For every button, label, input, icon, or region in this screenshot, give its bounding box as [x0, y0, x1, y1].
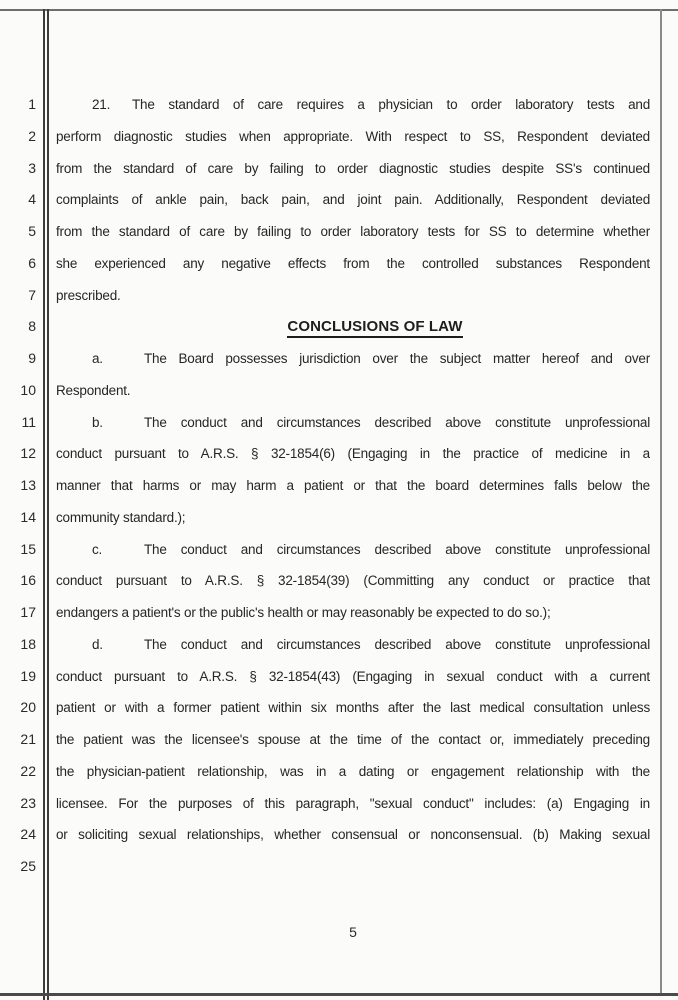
- document-line: [56, 375, 650, 407]
- line-text: endangers a patient's or the public's health or may reasonably be expected to do so.);: [56, 605, 551, 620]
- line-text: The conduct and circumstances described above constitute unprofessional: [144, 414, 650, 430]
- document-line: [56, 597, 650, 629]
- document-line: [56, 534, 650, 566]
- document-line: [56, 724, 650, 756]
- line-text: patient or with a former patient within six months after the last medical consultation unless: [56, 700, 650, 716]
- line-text: the patient was the licensee's spouse at the time of the contact or, immediately preceding: [56, 732, 650, 747]
- line-text: complaints of ankle pain, back pain, and joint pain. Additionally, Respondent deviated: [56, 192, 650, 208]
- left-margin-double-rule: [43, 9, 49, 1000]
- line-number: 8: [28, 318, 36, 335]
- line-number: 6: [28, 254, 36, 271]
- line-text: The conduct and circumstances described above constitute unprofessional: [144, 636, 650, 652]
- document-line: [56, 89, 650, 121]
- paragraph-marker: c.: [92, 541, 103, 557]
- bottom-horizontal-rule: [0, 993, 678, 996]
- document-line: [56, 153, 650, 185]
- top-horizontal-rule: [0, 9, 678, 11]
- line-text: Respondent.: [56, 382, 131, 398]
- line-number: 16: [20, 572, 36, 589]
- document-line: [56, 788, 650, 820]
- line-number: 2: [28, 127, 36, 144]
- document-line: [56, 502, 650, 534]
- document-line: [56, 216, 650, 248]
- document-line: [56, 565, 650, 597]
- line-number: 17: [20, 604, 36, 620]
- line-text: prescribed.: [56, 287, 121, 303]
- line-text: community standard.);: [56, 509, 186, 525]
- line-number: 7: [28, 286, 36, 303]
- line-text: licensee. For the purposes of this paragraph, "sexual conduct" includes: (a) Engaging in: [56, 795, 650, 811]
- document-line: [56, 121, 650, 153]
- document-line: [56, 248, 650, 280]
- document-line: [56, 661, 650, 693]
- line-number: 1: [28, 96, 36, 112]
- page-number: 5: [349, 924, 357, 940]
- document-line: [56, 819, 650, 851]
- line-text: she experienced any negative effects from the controlled substances Respondent: [56, 255, 650, 271]
- line-number: 14: [20, 508, 36, 525]
- line-number: 21: [20, 731, 36, 747]
- line-number: 5: [28, 223, 36, 239]
- paragraph-marker: d.: [92, 636, 103, 652]
- document-line: [56, 343, 650, 375]
- section-heading: CONCLUSIONS OF LAW: [287, 318, 462, 337]
- line-number: 22: [20, 762, 36, 779]
- right-margin-rule: [660, 9, 662, 995]
- line-text: The standard of care requires a physician to order laboratory tests and: [132, 97, 650, 112]
- line-number: 23: [20, 794, 36, 811]
- text-column: [56, 89, 650, 883]
- line-number: 19: [20, 667, 36, 684]
- document-line: [56, 470, 650, 502]
- paragraph-marker: 21.: [92, 97, 111, 112]
- line-text: or soliciting sexual relationships, whether consensual or nonconsensual. (b) Making sexual: [56, 827, 650, 843]
- line-number: 15: [20, 540, 36, 557]
- line-number: 20: [20, 699, 36, 716]
- line-text: from the standard of care by failing to order laboratory tests for SS to determine whether: [56, 224, 650, 239]
- line-text: conduct pursuant to A.R.S. § 32-1854(39) (Committing any conduct or practice that: [56, 573, 650, 589]
- line-text: manner that harms or may harm a patient or that the board determines falls below the: [56, 478, 650, 493]
- line-number-column: [0, 89, 36, 883]
- line-number: 10: [20, 381, 36, 398]
- line-text: perform diagnostic studies when appropriate. With respect to SS, Respondent deviated: [56, 128, 650, 144]
- document-line: [56, 407, 650, 439]
- line-text: The Board possesses jurisdiction over the subject matter hereof and over: [144, 351, 650, 366]
- line-number: 13: [20, 477, 36, 493]
- line-text: the physician-patient relationship, was in a dating or engagement relationship with the: [56, 763, 650, 779]
- document-line: [56, 629, 650, 661]
- line-number: 18: [20, 635, 36, 652]
- line-number: 25: [20, 858, 36, 874]
- document-line: [56, 438, 650, 470]
- paragraph-marker: b.: [92, 414, 103, 430]
- line-number: 24: [20, 826, 36, 843]
- line-number: 4: [28, 191, 36, 208]
- document-line: [56, 692, 650, 724]
- line-number: 3: [28, 159, 36, 176]
- document-line: [56, 851, 650, 883]
- document-line: [56, 756, 650, 788]
- line-text: The conduct and circumstances described above constitute unprofessional: [144, 541, 650, 557]
- section-heading-line: [56, 311, 650, 343]
- line-text: from the standard of care by failing to order diagnostic studies despite SS's continued: [56, 160, 650, 176]
- paragraph-marker: a.: [92, 351, 103, 366]
- document-line: [56, 184, 650, 216]
- line-text: conduct pursuant to A.R.S. § 32-1854(43) (Engaging in sexual conduct with a current: [56, 668, 650, 684]
- line-number: 12: [20, 445, 36, 462]
- document-line: [56, 280, 650, 312]
- line-number: 9: [28, 350, 36, 366]
- line-text: conduct pursuant to A.R.S. § 32-1854(6) (Engaging in the practice of medicine in a: [56, 446, 650, 462]
- line-number: 11: [21, 413, 36, 430]
